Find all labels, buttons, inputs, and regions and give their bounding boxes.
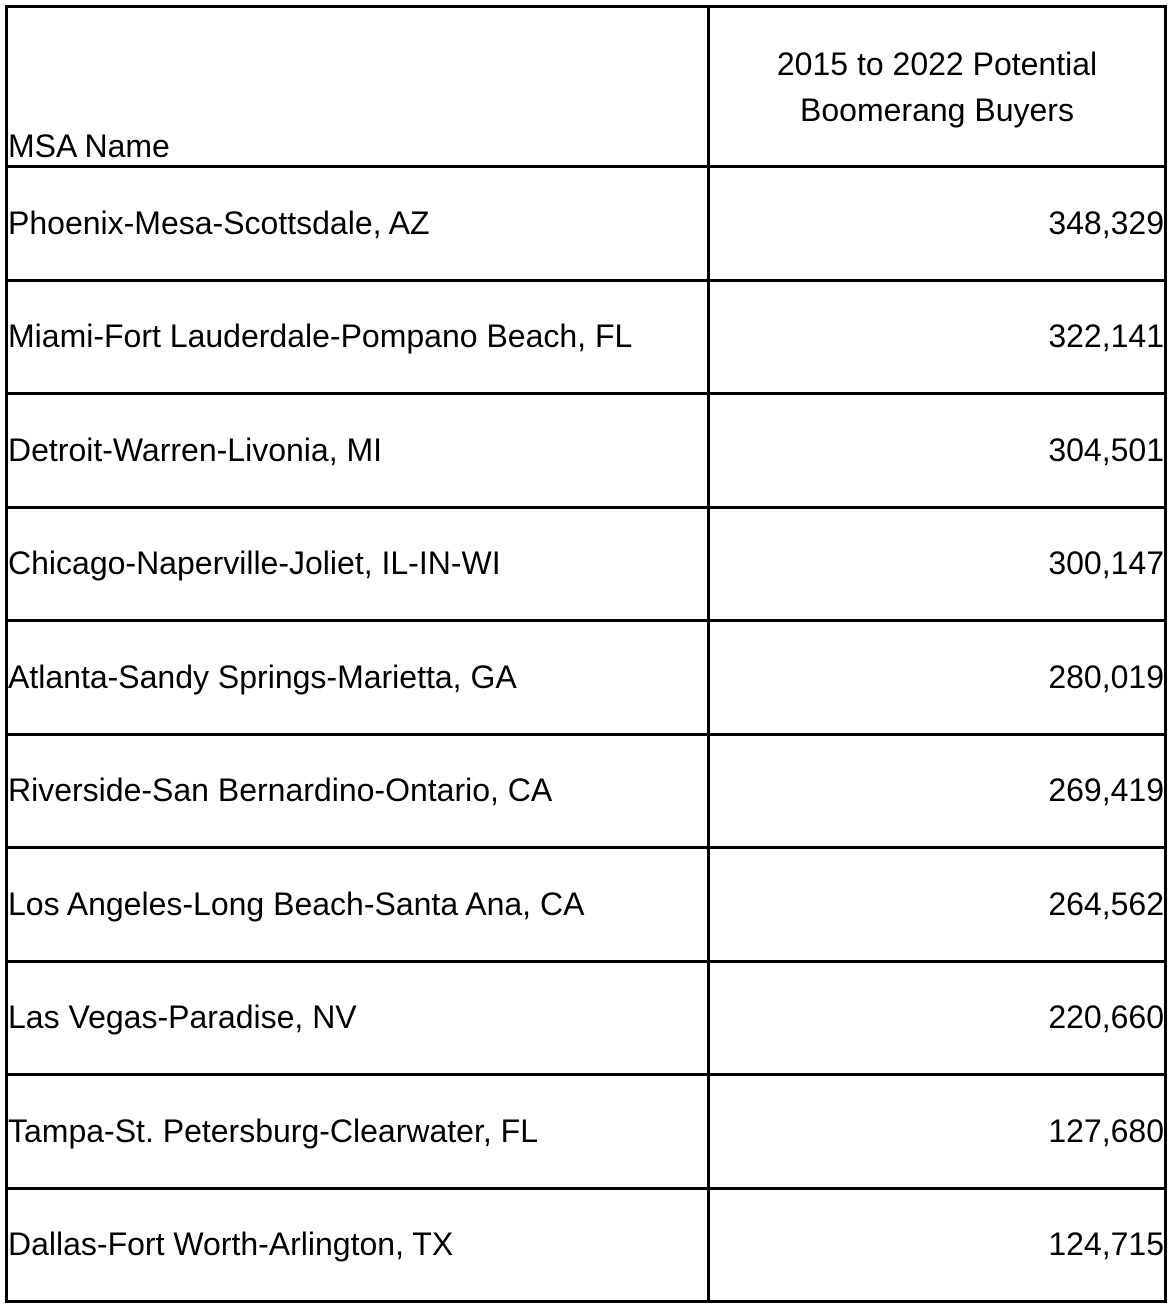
buyers-value-cell: 264,562 xyxy=(709,848,1166,962)
buyers-value-cell: 269,419 xyxy=(709,734,1166,848)
msa-name-cell: Atlanta-Sandy Springs-Marietta, GA xyxy=(7,621,709,735)
table-header-row xyxy=(7,7,1166,167)
buyers-value-cell: 124,715 xyxy=(709,1188,1166,1302)
table-row xyxy=(7,280,1166,394)
column-header-boomerang-buyers xyxy=(709,7,1166,167)
table-row xyxy=(7,734,1166,848)
column-header-line-2: Boomerang Buyers xyxy=(800,91,1074,128)
buyers-value-cell: 280,019 xyxy=(709,621,1166,735)
table-row xyxy=(7,961,1166,1075)
msa-name-cell: Las Vegas-Paradise, NV xyxy=(7,961,709,1075)
column-header-line-1: 2015 to 2022 Potential xyxy=(776,45,1098,82)
msa-name-cell: Phoenix-Mesa-Scottsdale, AZ xyxy=(7,167,709,281)
table-row xyxy=(7,848,1166,962)
msa-name-cell: Dallas-Fort Worth-Arlington, TX xyxy=(7,1188,709,1302)
table-row xyxy=(7,394,1166,508)
buyers-value-cell: 348,329 xyxy=(709,167,1166,281)
column-header-msa-name: MSA Name xyxy=(7,7,709,167)
table-row xyxy=(7,507,1166,621)
buyers-value-cell: 220,660 xyxy=(709,961,1166,1075)
msa-name-cell: Tampa-St. Petersburg-Clearwater, FL xyxy=(7,1075,709,1189)
table-row xyxy=(7,621,1166,735)
buyers-value-cell: 322,141 xyxy=(709,280,1166,394)
boomerang-buyers-table xyxy=(5,5,1167,1303)
msa-name-cell: Detroit-Warren-Livonia, MI xyxy=(7,394,709,508)
buyers-value-cell: 127,680 xyxy=(709,1075,1166,1189)
msa-name-cell: Miami-Fort Lauderdale-Pompano Beach, FL xyxy=(7,280,709,394)
table-row xyxy=(7,1188,1166,1302)
msa-name-cell: Los Angeles-Long Beach-Santa Ana, CA xyxy=(7,848,709,962)
msa-name-cell: Riverside-San Bernardino-Ontario, CA xyxy=(7,734,709,848)
table-row xyxy=(7,167,1166,281)
buyers-value-cell: 300,147 xyxy=(709,507,1166,621)
msa-name-cell: Chicago-Naperville-Joliet, IL-IN-WI xyxy=(7,507,709,621)
table-row xyxy=(7,1075,1166,1189)
buyers-value-cell: 304,501 xyxy=(709,394,1166,508)
